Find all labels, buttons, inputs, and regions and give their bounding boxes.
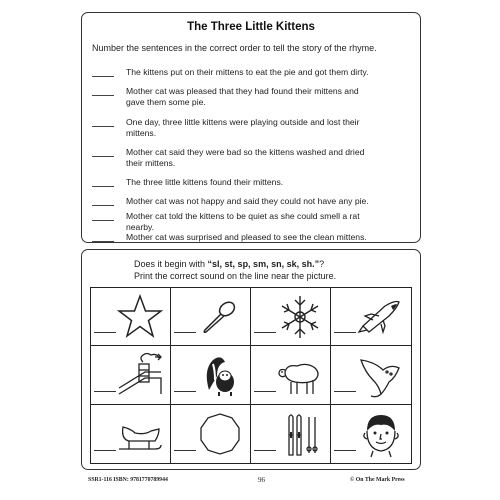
sheep-icon xyxy=(275,350,325,400)
footer-isbn: SSR1-116 ISBN: 9781770789944 xyxy=(88,477,168,483)
sentence-text-cont: nearby. xyxy=(126,221,155,232)
space-shuttle-icon xyxy=(355,292,405,342)
answer-line[interactable] xyxy=(254,332,276,333)
answer-line[interactable] xyxy=(334,450,356,451)
sentence-text: Mother cat was pleased that they had found their mittens and xyxy=(126,86,359,96)
answer-line[interactable] xyxy=(254,391,276,392)
sentence-text: Mother cat was surprised and pleased to see the clean mittens. xyxy=(126,232,367,242)
picture-grid xyxy=(90,287,412,464)
skunk-icon xyxy=(195,350,245,400)
spoon-icon xyxy=(195,292,245,342)
chimney-smoke-icon xyxy=(115,350,165,400)
answer-blank[interactable] xyxy=(92,233,114,242)
sentence-text: Mother cat was not happy and said they could not have any pie. xyxy=(126,196,369,206)
answer-line[interactable] xyxy=(94,391,116,392)
sentence-text: Mother cat said they were bad so the kittens washed and dried xyxy=(126,147,365,157)
sentence-text-cont: mittens. xyxy=(126,127,157,138)
picture-cell xyxy=(171,405,251,463)
sounds-instruction: Print the correct sound on the line near the picture. xyxy=(134,271,337,281)
picture-cell xyxy=(91,288,171,346)
picture-cell xyxy=(251,405,331,463)
story-order-panel xyxy=(81,12,421,243)
answer-line[interactable] xyxy=(174,332,196,333)
beginning-sounds-panel xyxy=(81,249,421,470)
sentence-item xyxy=(92,196,414,207)
footer-publisher: © On The Mark Press xyxy=(350,477,405,483)
star-icon xyxy=(115,292,165,342)
answer-blank[interactable] xyxy=(92,118,114,127)
picture-cell xyxy=(331,346,411,404)
sentence-text: Mother cat told the kittens to be quiet as she could smell a rat xyxy=(126,211,360,221)
sentence-item xyxy=(92,67,414,78)
answer-line[interactable] xyxy=(94,332,116,333)
stingray-icon xyxy=(355,350,405,400)
picture-cell xyxy=(331,405,411,463)
page-number: 96 xyxy=(258,476,265,484)
sentence-text: The kittens put on their mittens to eat the pie and got them dirty. xyxy=(126,67,369,77)
answer-line[interactable] xyxy=(334,332,356,333)
answer-blank[interactable] xyxy=(92,178,114,187)
picture-cell xyxy=(251,346,331,404)
picture-cell xyxy=(91,346,171,404)
picture-cell xyxy=(91,405,171,463)
sentence-item xyxy=(92,117,414,138)
sleigh-icon xyxy=(115,409,165,459)
answer-blank[interactable] xyxy=(92,212,114,221)
boy-face-icon xyxy=(355,409,405,459)
worksheet-instructions: Number the sentences in the correct order to tell the story of the rhyme. xyxy=(92,43,377,53)
answer-line[interactable] xyxy=(94,450,116,451)
picture-cell xyxy=(251,288,331,346)
picture-cell xyxy=(171,288,251,346)
sounds-question: Does it begin with “sl, st, sp, sm, sn, sk, sh.”? xyxy=(134,259,325,269)
answer-line[interactable] xyxy=(174,450,196,451)
answer-line[interactable] xyxy=(254,450,276,451)
answer-line[interactable] xyxy=(334,391,356,392)
worksheet-title: The Three Little Kittens xyxy=(187,21,315,33)
sentence-item xyxy=(92,211,414,232)
answer-blank[interactable] xyxy=(92,148,114,157)
answer-blank[interactable] xyxy=(92,87,114,96)
skis-icon xyxy=(275,409,325,459)
picture-cell xyxy=(331,288,411,346)
answer-line[interactable] xyxy=(174,391,196,392)
sentence-item xyxy=(92,177,414,188)
sentence-text: The three little kittens found their mittens. xyxy=(126,177,284,187)
sentence-text: One day, three little kittens were playing outside and lost their xyxy=(126,117,360,127)
sentence-item xyxy=(92,86,414,107)
sentence-item xyxy=(92,147,414,168)
sentence-item xyxy=(92,232,414,243)
sentence-text-cont: gave them some pie. xyxy=(126,96,206,107)
answer-blank[interactable] xyxy=(92,197,114,206)
sentence-text-cont: their mittens. xyxy=(126,157,176,168)
picture-cell xyxy=(171,346,251,404)
answer-blank[interactable] xyxy=(92,68,114,77)
snowflake-icon xyxy=(275,292,325,342)
decagon-shape-icon xyxy=(195,409,245,459)
